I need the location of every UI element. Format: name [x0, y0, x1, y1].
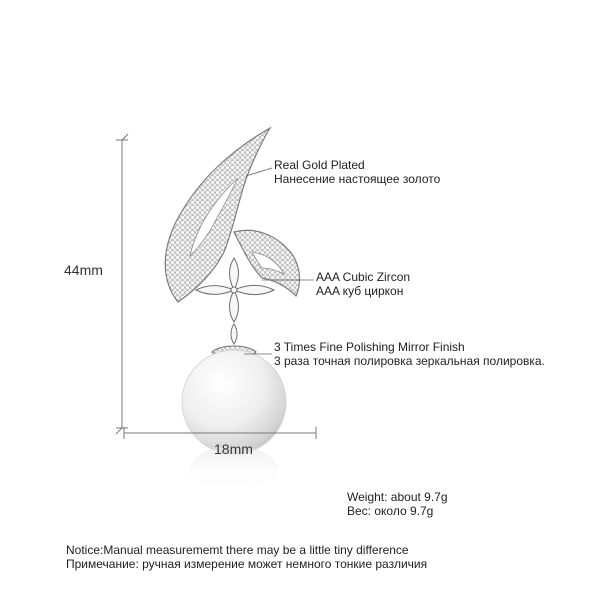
- weight-en: Weight: about 9.7g: [347, 490, 448, 504]
- callout-ru: AAA куб циркон: [316, 284, 404, 298]
- callout-en: Real Gold Plated: [274, 158, 365, 172]
- height-dimension-line: [116, 134, 128, 434]
- callout-cubic-zircon: [316, 270, 410, 298]
- connector-drop: [231, 324, 237, 344]
- callout-gold-plated: [274, 158, 440, 186]
- callout-ru: Нанесение настоящее золото: [274, 172, 441, 186]
- notice-en: Notice:Manual measurememt there may be a little tiny difference: [66, 543, 409, 557]
- callout-mirror-finish: [274, 340, 545, 368]
- height-label: 44mm: [64, 262, 103, 278]
- width-label: 18mm: [214, 441, 253, 457]
- pearl: [182, 350, 286, 454]
- callout-en: 3 Times Fine Polishing Mirror Finish: [274, 340, 465, 354]
- notice-ru: Примечание: ручная измерение может немного тонкие различия: [66, 557, 428, 571]
- weight-ru: Вес: около 9.7g: [347, 504, 434, 518]
- weight-info: [347, 490, 448, 518]
- callout-ru: 3 раза точная полировка зеркальная полировка.: [274, 354, 545, 368]
- notice: [66, 543, 427, 571]
- callout-en: AAA Cubic Zircon: [316, 270, 411, 284]
